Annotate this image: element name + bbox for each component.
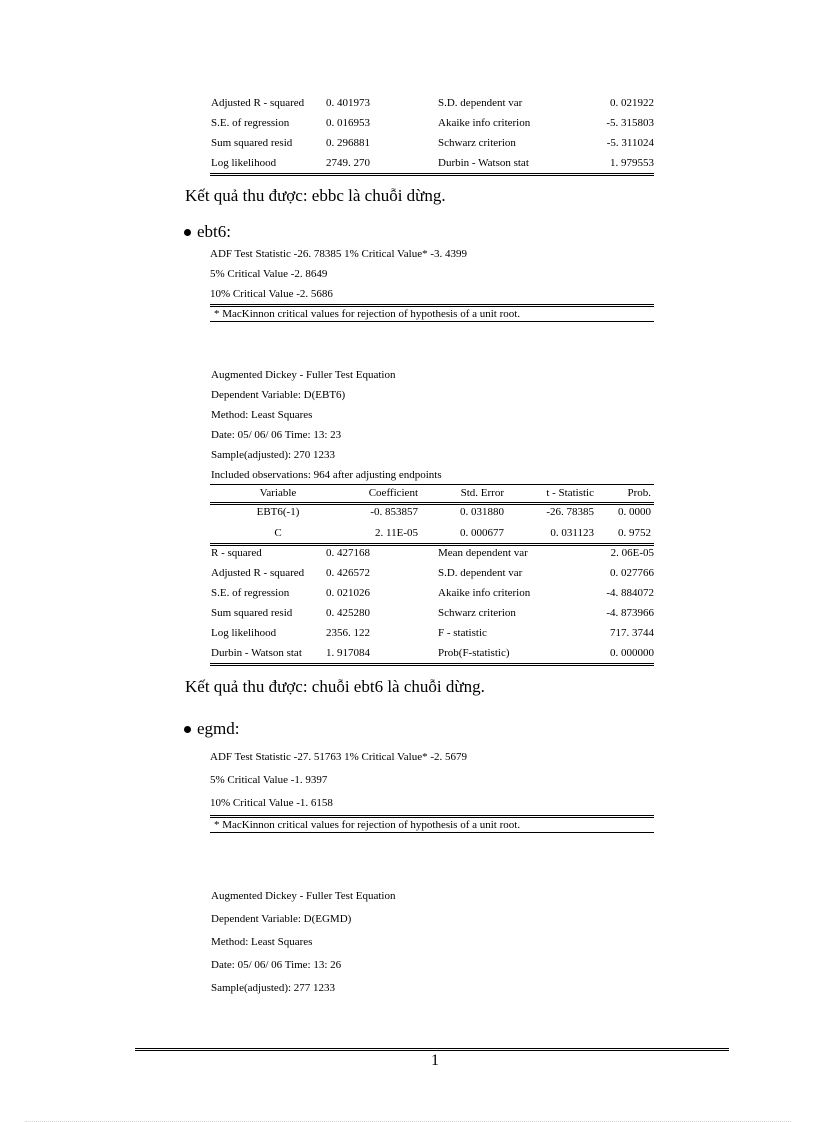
adf-row <box>210 792 654 815</box>
meta-line: Method: Least Squares <box>211 409 313 421</box>
critical-label: 5% Critical Value <box>210 268 288 280</box>
adf-row <box>210 244 654 264</box>
stats-row <box>210 643 654 663</box>
bullet-icon <box>184 229 191 236</box>
meta-line: Dependent Variable: D(EBT6) <box>211 389 346 401</box>
adf-table-egmd <box>210 746 654 833</box>
stats-row <box>210 603 654 623</box>
stat-label: Adjusted R - squared <box>211 97 305 109</box>
stats-row <box>210 93 654 113</box>
critical-label: 10% Critical Value <box>210 797 294 809</box>
column-header: Coefficient <box>368 487 418 499</box>
adf-value: -26. 78385 <box>293 248 342 260</box>
stat-label: S.E. of regression <box>211 117 290 129</box>
stat-value: -4. 884072 <box>606 587 654 599</box>
critical-value: -1. 6158 <box>296 797 333 809</box>
critical-value: -3. 4399 <box>430 248 468 260</box>
stat-label: Sum squared resid <box>211 137 293 149</box>
section-title: ebt6: <box>197 222 231 241</box>
mackinnon-note: * MacKinnon critical values for rejection of hypothesis of a unit root. <box>214 308 521 320</box>
section-title: egmd: <box>197 719 240 738</box>
stat-value: 2749. 270 <box>326 157 370 169</box>
critical-value: -2. 5679 <box>430 751 468 763</box>
section-egmd-heading <box>184 719 240 739</box>
stat-value: -4. 873966 <box>606 607 654 619</box>
cell-t-statistic: 0. 031123 <box>550 527 594 539</box>
table-row <box>210 505 654 523</box>
meta-line: Augmented Dickey - Fuller Test Equation <box>211 890 396 902</box>
table-row <box>210 523 654 543</box>
stat-label: S.E. of regression <box>211 587 290 599</box>
meta-line: Date: 05/ 06/ 06 Time: 13: 26 <box>211 959 342 971</box>
stat-value: 717. 3744 <box>610 627 654 639</box>
stat-value: 0. 027766 <box>610 567 654 579</box>
critical-value: -2. 8649 <box>290 268 328 280</box>
cell-std-error: 0. 000677 <box>460 527 504 539</box>
stat-label: Sum squared resid <box>211 607 293 619</box>
column-header: Variable <box>259 487 297 499</box>
critical-label: 1% Critical Value* <box>344 751 428 763</box>
cell-prob: 0. 0000 <box>618 506 651 518</box>
table-rule <box>210 832 654 833</box>
meta-line: Included observations: 964 after adjusting endpoints <box>211 469 442 481</box>
column-header: Prob. <box>627 487 651 499</box>
meta-line: Sample(adjusted): 270 1233 <box>211 449 336 461</box>
critical-label: 5% Critical Value <box>210 774 288 786</box>
cell-t-statistic: -26. 78385 <box>546 506 594 518</box>
meta-line: Sample(adjusted): 277 1233 <box>211 982 336 994</box>
cell-coefficient: 2. 11E-05 <box>375 527 418 539</box>
critical-label: 10% Critical Value <box>210 288 294 300</box>
stat-value: 0. 021026 <box>326 587 370 599</box>
stats-row <box>210 583 654 603</box>
bullet-icon <box>184 726 191 733</box>
cell-variable: C <box>274 527 282 539</box>
stat-value: -5. 315803 <box>606 117 654 129</box>
stat-value: 2356. 122 <box>326 627 370 639</box>
footer-rule <box>135 1048 729 1051</box>
mackinnon-note: * MacKinnon critical values for rejection of hypothesis of a unit root. <box>214 819 521 831</box>
stats-table-ebt6 <box>210 543 654 666</box>
stat-value: 0. 296881 <box>326 137 370 149</box>
critical-value: -1. 9397 <box>290 774 328 786</box>
table-bottom-rule <box>210 663 654 666</box>
table-header-row <box>210 485 654 502</box>
top-stats-table <box>210 93 654 176</box>
stat-label: Schwarz criterion <box>438 607 516 619</box>
adf-row <box>210 746 654 769</box>
stat-label: Log likelihood <box>211 627 277 639</box>
equation-meta-egmd <box>211 885 395 1000</box>
page-edge-divider <box>25 1121 791 1122</box>
stats-row <box>210 543 654 563</box>
stat-label: Adjusted R - squared <box>211 567 305 579</box>
stats-row <box>210 113 654 133</box>
stat-label: Durbin - Watson stat <box>438 157 529 169</box>
cell-coefficient: -0. 853857 <box>370 506 418 518</box>
regression-table-ebt6 <box>210 484 654 546</box>
meta-line: Dependent Variable: D(EGMD) <box>211 913 352 925</box>
adf-label: ADF Test Statistic <box>210 751 291 763</box>
section-ebt6-heading <box>184 222 231 242</box>
stat-label: Prob(F-statistic) <box>438 647 510 659</box>
stat-value: 0. 401973 <box>326 97 370 109</box>
adf-row <box>210 264 654 284</box>
critical-value: -2. 5686 <box>296 288 333 300</box>
stat-value: 0. 425280 <box>326 607 370 619</box>
result-ebt6-heading: Kết quả thu được: chuỗi ebt6 là chuỗi dừng. <box>185 677 485 696</box>
stats-row <box>210 563 654 583</box>
column-header: Std. Error <box>460 487 504 499</box>
stat-label: Log likelihood <box>211 157 277 169</box>
stat-label: Mean dependent var <box>438 547 528 559</box>
stat-label: Akaike info criterion <box>438 587 531 599</box>
stat-value: 2. 06E-05 <box>610 547 654 559</box>
cell-prob: 0. 9752 <box>618 527 651 539</box>
stats-row <box>210 623 654 643</box>
stat-label: S.D. dependent var <box>438 567 523 579</box>
stat-value: -5. 311024 <box>606 137 654 149</box>
stats-row <box>210 153 654 173</box>
stat-value: 1. 917084 <box>326 647 370 659</box>
stat-value: 0. 016953 <box>326 117 370 129</box>
adf-value: -27. 51763 <box>293 751 342 763</box>
adf-row <box>210 284 654 304</box>
stats-row <box>210 133 654 153</box>
adf-row <box>210 769 654 792</box>
table-bottom-rule <box>210 173 654 176</box>
page-number: 1 <box>431 1052 439 1069</box>
stat-value: 0. 427168 <box>326 547 370 559</box>
stat-label: S.D. dependent var <box>438 97 523 109</box>
cell-std-error: 0. 031880 <box>460 506 504 518</box>
stat-value: 0. 426572 <box>326 567 370 579</box>
cell-variable: EBT6(-1) <box>256 506 300 518</box>
column-header: t - Statistic <box>546 487 594 499</box>
stat-value: 0. 000000 <box>610 647 654 659</box>
result-ebbc-heading: Kết quả thu được: ebbc là chuỗi dừng. <box>185 186 446 205</box>
meta-line: Method: Least Squares <box>211 936 313 948</box>
meta-line: Date: 05/ 06/ 06 Time: 13: 23 <box>211 429 342 441</box>
stat-label: F - statistic <box>438 627 487 639</box>
stat-value: 1. 979553 <box>610 157 654 169</box>
table-rule <box>210 321 654 322</box>
adf-label: ADF Test Statistic <box>210 248 291 260</box>
stat-label: Akaike info criterion <box>438 117 531 129</box>
stat-label: Schwarz criterion <box>438 137 516 149</box>
critical-label: 1% Critical Value* <box>344 248 428 260</box>
stat-value: 0. 021922 <box>610 97 654 109</box>
meta-line: Augmented Dickey - Fuller Test Equation <box>211 369 396 381</box>
stat-label: R - squared <box>211 547 262 559</box>
stat-label: Durbin - Watson stat <box>211 647 302 659</box>
equation-meta-ebt6 <box>211 365 442 485</box>
adf-table-ebt6 <box>210 244 654 322</box>
